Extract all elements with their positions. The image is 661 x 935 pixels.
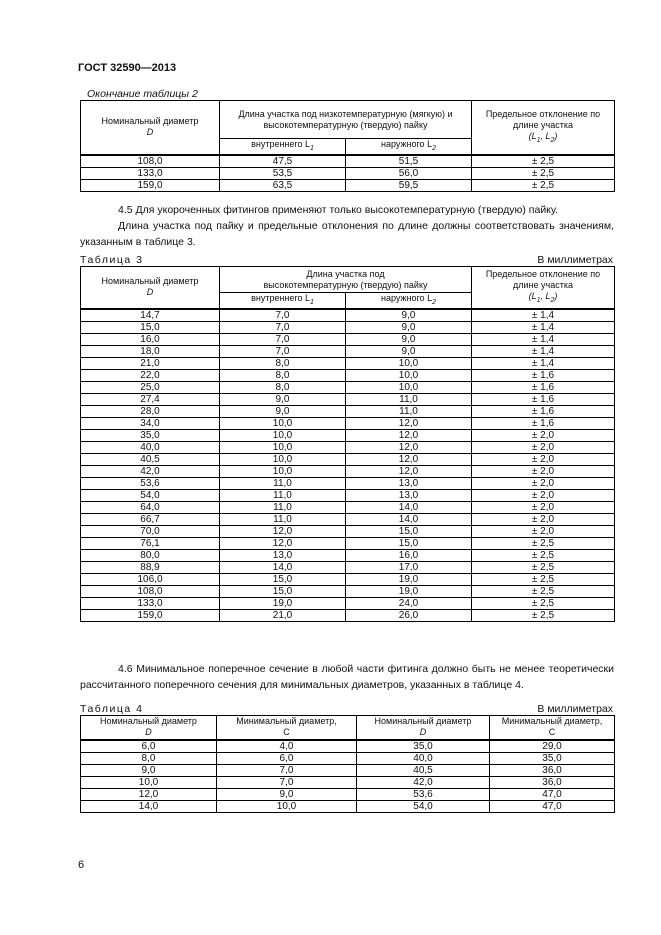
table-cell: ± 1,6 xyxy=(472,381,615,393)
table-cell: 10,0 xyxy=(346,369,472,381)
table-row xyxy=(81,740,615,753)
table-cell: 27,4 xyxy=(81,393,220,405)
table-cell: ± 2,0 xyxy=(472,453,615,465)
table-cell: 64,0 xyxy=(81,501,220,513)
table-cell: 47,0 xyxy=(490,788,615,800)
table-cell: 8,0 xyxy=(220,357,346,369)
table-cell: 9,0 xyxy=(81,764,217,776)
table-cell: ± 2,0 xyxy=(472,429,615,441)
table3-units: В миллиметрах xyxy=(537,254,613,266)
table-cell: 9,0 xyxy=(220,405,346,417)
table-cell: 40,5 xyxy=(357,764,490,776)
table-cell: 12,0 xyxy=(220,537,346,549)
table-cell: 10,0 xyxy=(346,357,472,369)
page-number: 6 xyxy=(78,859,85,871)
table-cell: 35,0 xyxy=(490,752,615,764)
table-cell: 14,7 xyxy=(81,309,220,322)
table-cell: 9,0 xyxy=(220,393,346,405)
table-row xyxy=(81,489,615,501)
table-cell: 42,0 xyxy=(81,465,220,477)
table-cell: 10,0 xyxy=(217,800,357,812)
table-cell: 15,0 xyxy=(220,585,346,597)
table-cell: 6,0 xyxy=(217,752,357,764)
table-cell: ± 2,5 xyxy=(472,597,615,609)
table-cell: 18,0 xyxy=(81,345,220,357)
table-cell: ± 1,4 xyxy=(472,345,615,357)
paragraph-4-5: 4.5 Для укороченных фитингов применяют только высокотемпературную (твердую) пайку. xyxy=(118,204,559,216)
table-cell: 133,0 xyxy=(81,597,220,609)
table-cell: ± 2,5 xyxy=(472,585,615,597)
table-cell: 11,0 xyxy=(220,513,346,525)
table-cell: ± 2,0 xyxy=(472,501,615,513)
table-cell: 19,0 xyxy=(220,597,346,609)
table-row xyxy=(81,609,615,621)
paragraph-4-5-cont: Длина участка под пайку и предельные отклонения по длине должны соответствовать значениям, указанным в таблице 3. xyxy=(80,220,614,248)
table-row: 108,0 47,5 51,5 ± 2,5 xyxy=(81,155,615,168)
t2-header-inner: внутреннего $L_1$ xyxy=(220,139,346,155)
table-cell: 35,0 xyxy=(81,429,220,441)
table-cell: 15,0 xyxy=(346,525,472,537)
table-cell: 6,0 xyxy=(81,740,217,753)
table-cell: 40,0 xyxy=(81,441,220,453)
table-cell: 21,0 xyxy=(81,357,220,369)
table-cell: 106,0 xyxy=(81,573,220,585)
t2-header-outer: наружного $L_2$ xyxy=(346,139,472,155)
table-cell: 7,0 xyxy=(217,776,357,788)
table-row xyxy=(81,501,615,513)
table-cell: ± 2,5 xyxy=(472,609,615,621)
table-cell: 15,0 xyxy=(81,321,220,333)
table-cell: 9,0 xyxy=(346,321,472,333)
table-row xyxy=(81,441,615,453)
table-row xyxy=(81,309,615,322)
table-cell: 34,0 xyxy=(81,417,220,429)
table-cell: 53,6 xyxy=(357,788,490,800)
table-cell: 11,0 xyxy=(346,393,472,405)
table-cell: ± 2,5 xyxy=(472,573,615,585)
table-row xyxy=(81,513,615,525)
table-row xyxy=(81,369,615,381)
table-cell: 29,0 xyxy=(490,740,615,753)
table-cell: 9,0 xyxy=(346,333,472,345)
table-cell: 26,0 xyxy=(346,609,472,621)
table-row xyxy=(81,585,615,597)
table-cell: 11,0 xyxy=(220,477,346,489)
table-cell: 10,0 xyxy=(220,465,346,477)
table-row xyxy=(81,405,615,417)
table-4 xyxy=(80,715,615,813)
table-cell: 19,0 xyxy=(346,573,472,585)
table-cell: ± 1,6 xyxy=(472,417,615,429)
table-cell: 12,0 xyxy=(346,453,472,465)
t3-header-length: Длина участка под высокотемпературную (твердую) пайку xyxy=(220,267,472,293)
table-cell: 15,0 xyxy=(346,537,472,549)
table-row xyxy=(81,345,615,357)
table-cell: 7,0 xyxy=(220,321,346,333)
table-cell: 22,0 xyxy=(81,369,220,381)
table-cell: ± 2,0 xyxy=(472,465,615,477)
table-cell: 10,0 xyxy=(220,441,346,453)
table-cell: 10,0 xyxy=(220,453,346,465)
t4-header-nom-2: Номинальный диаметр D xyxy=(357,716,490,740)
table-row xyxy=(81,597,615,609)
t2-header-length: Длина участка под низкотемпературную (мягкую) и высокотемпературную (твердую) пайку xyxy=(220,101,472,139)
table-cell: 47,0 xyxy=(490,800,615,812)
table-row xyxy=(81,333,615,345)
table-cell: 16,0 xyxy=(81,333,220,345)
t3-header-inner: внутреннего $L_1$ xyxy=(220,293,346,309)
table-row xyxy=(81,561,615,573)
table-cell: 21,0 xyxy=(220,609,346,621)
table-cell: 70,0 xyxy=(81,525,220,537)
table2-caption: Окончание таблицы 2 xyxy=(87,88,198,100)
table-cell: 7,0 xyxy=(220,333,346,345)
t4-header-min-2: Минимальный диаметр, C xyxy=(490,716,615,740)
table-cell: 8,0 xyxy=(81,752,217,764)
t4-header-min-1: Минимальный диаметр, C xyxy=(217,716,357,740)
table-cell: 53,6 xyxy=(81,477,220,489)
table-cell: 14,0 xyxy=(346,501,472,513)
table-cell: 7,0 xyxy=(217,764,357,776)
table-cell: ± 1,6 xyxy=(472,369,615,381)
table-cell: 9,0 xyxy=(346,345,472,357)
t3-header-diameter: Номинальный диаметр D xyxy=(81,267,220,309)
table-cell: 54,0 xyxy=(357,800,490,812)
table-row xyxy=(81,357,615,369)
table-row xyxy=(81,393,615,405)
table-cell: 80,0 xyxy=(81,549,220,561)
table-cell: ± 2,0 xyxy=(472,477,615,489)
table-cell: 14,0 xyxy=(346,513,472,525)
table-cell: 16,0 xyxy=(346,549,472,561)
table-cell: 7,0 xyxy=(220,309,346,322)
table-2 xyxy=(80,100,615,192)
table-cell: ± 2,0 xyxy=(472,489,615,501)
table-row xyxy=(81,537,615,549)
table-cell: 11,0 xyxy=(220,501,346,513)
table-row xyxy=(81,429,615,441)
table-cell: 8,0 xyxy=(220,369,346,381)
table-cell: ± 1,4 xyxy=(472,309,615,322)
table-cell: 40,5 xyxy=(81,453,220,465)
table-cell: 13,0 xyxy=(220,549,346,561)
table-cell: 54,0 xyxy=(81,489,220,501)
table-cell: ± 1,6 xyxy=(472,393,615,405)
table-cell: 17,0 xyxy=(346,561,472,573)
t3-header-deviation: Предельное отклонение по длине участка ($L_1$, $L_2$) xyxy=(472,267,615,309)
table-cell: 42,0 xyxy=(357,776,490,788)
table-cell: 35,0 xyxy=(357,740,490,753)
table-3 xyxy=(80,266,615,622)
t2-header-diameter: Номинальный диаметр D xyxy=(81,101,220,155)
table-cell: 13,0 xyxy=(346,477,472,489)
table-cell: ± 1,6 xyxy=(472,405,615,417)
table-cell: 10,0 xyxy=(346,381,472,393)
table-cell: 40,0 xyxy=(357,752,490,764)
table-cell: 108,0 xyxy=(81,585,220,597)
table-row xyxy=(81,549,615,561)
table-cell: ± 2,0 xyxy=(472,525,615,537)
table-cell: ± 1,4 xyxy=(472,357,615,369)
table-row xyxy=(81,321,615,333)
table4-units: В миллиметрах xyxy=(537,703,613,715)
table-cell: 28,0 xyxy=(81,405,220,417)
table-cell: 25,0 xyxy=(81,381,220,393)
table-cell: 10,0 xyxy=(81,776,217,788)
table-row: 133,0 53,5 56,0 ± 2,5 xyxy=(81,167,615,179)
document-id: ГОСТ 32590—2013 xyxy=(78,62,177,74)
table-cell: 15,0 xyxy=(220,573,346,585)
table-row xyxy=(81,764,615,776)
table-cell: 10,0 xyxy=(220,429,346,441)
table-cell: 13,0 xyxy=(346,489,472,501)
table-row: 159,0 63,5 59,5 ± 2,5 xyxy=(81,179,615,191)
table-row xyxy=(81,465,615,477)
table3-caption: Таблица 3 xyxy=(80,254,144,266)
table-cell: 19,0 xyxy=(346,585,472,597)
table-cell: 12,0 xyxy=(81,788,217,800)
table-cell: 12,0 xyxy=(346,465,472,477)
table-cell: 14,0 xyxy=(81,800,217,812)
table-cell: 10,0 xyxy=(220,417,346,429)
table-cell: 66,7 xyxy=(81,513,220,525)
table-row xyxy=(81,381,615,393)
table-cell: 12,0 xyxy=(346,417,472,429)
table-cell: ± 2,5 xyxy=(472,561,615,573)
table-cell: ± 2,5 xyxy=(472,549,615,561)
table-cell: ± 2,5 xyxy=(472,537,615,549)
table-cell: 24,0 xyxy=(346,597,472,609)
table-cell: 9,0 xyxy=(346,309,472,322)
table-cell: ± 2,0 xyxy=(472,513,615,525)
table-cell: ± 1,4 xyxy=(472,333,615,345)
table-row xyxy=(81,477,615,489)
table-cell: 88,9 xyxy=(81,561,220,573)
table4-caption: Таблица 4 xyxy=(80,703,144,715)
table-row xyxy=(81,573,615,585)
table-cell: 7,0 xyxy=(220,345,346,357)
table-cell: ± 2,0 xyxy=(472,441,615,453)
table-cell: 8,0 xyxy=(220,381,346,393)
table-row xyxy=(81,752,615,764)
table-cell: 14,0 xyxy=(220,561,346,573)
t3-header-outer: наружного $L_2$ xyxy=(346,293,472,309)
table-cell: 4,0 xyxy=(217,740,357,753)
table-cell: ± 1,4 xyxy=(472,321,615,333)
table-cell: 76,1 xyxy=(81,537,220,549)
table-row xyxy=(81,776,615,788)
table-row xyxy=(81,788,615,800)
table-cell: 11,0 xyxy=(220,489,346,501)
table-cell: 12,0 xyxy=(346,441,472,453)
table-cell: 11,0 xyxy=(346,405,472,417)
table-cell: 36,0 xyxy=(490,776,615,788)
table-row xyxy=(81,800,615,812)
t4-header-nom-1: Номинальный диаметр D xyxy=(81,716,217,740)
table-row xyxy=(81,417,615,429)
table-row xyxy=(81,453,615,465)
table-row xyxy=(81,525,615,537)
table-cell: 36,0 xyxy=(490,764,615,776)
table-cell: 159,0 xyxy=(81,609,220,621)
t2-header-deviation: Предельное отклонение по длине участка ($L_1$, $L_2$) xyxy=(472,101,615,155)
paragraph-4-6: 4.6 Минимальное поперечное сечение в любой части фитинга должно быть не менее теоретически рассчитанного поперечного сечения для минимальных диаметров, указанных в таблице 4. xyxy=(80,663,614,691)
table-cell: 12,0 xyxy=(346,429,472,441)
table-cell: 12,0 xyxy=(220,525,346,537)
table-cell: 9,0 xyxy=(217,788,357,800)
